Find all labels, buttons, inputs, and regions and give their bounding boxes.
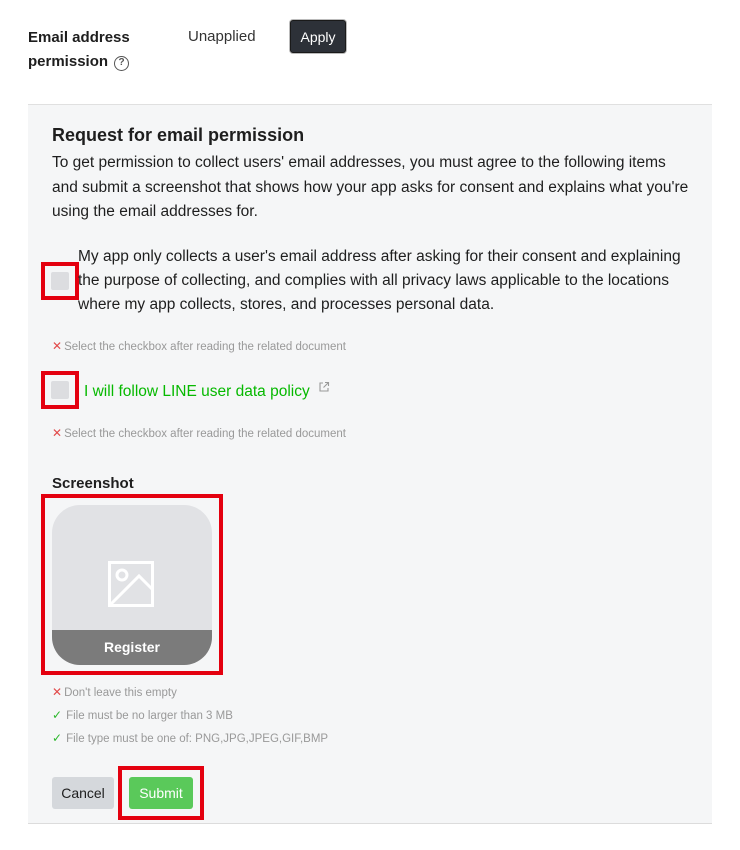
upload-rule-size: [52, 708, 233, 722]
consent-error: [52, 339, 346, 353]
upload-rule-text: Don't leave this empty: [64, 687, 177, 699]
upload-rule-text: File type must be one of: PNG,JPG,JPEG,GIF,BMP: [66, 733, 329, 745]
panel-title: Request for email permission: [52, 125, 305, 145]
error-x-icon: ✕: [52, 339, 63, 353]
consent-checkbox[interactable]: [51, 272, 69, 290]
screenshot-upload[interactable]: [52, 505, 212, 665]
consent-text: My app only collects a user's email address after asking for their consent and explaining the purpose of collecting, and complies with all privacy laws applicable to the locations where my app collects, stores, and processes personal data.: [78, 248, 681, 313]
upload-rule-type: [52, 731, 328, 745]
error-x-icon: ✕: [52, 685, 63, 699]
external-link-icon[interactable]: [318, 381, 330, 396]
screenshot-label: Screenshot: [52, 475, 134, 492]
request-panel: [28, 104, 712, 824]
upload-rule-empty: [52, 685, 177, 699]
policy-checkbox[interactable]: [51, 381, 69, 399]
cancel-button[interactable]: Cancel: [52, 777, 114, 809]
policy-error: [52, 426, 346, 440]
email-permission-label-line2: permission: [28, 53, 109, 70]
check-icon: ✓: [52, 731, 63, 745]
apply-button[interactable]: Apply: [290, 20, 346, 53]
email-permission-label: [28, 26, 130, 74]
email-permission-row: [28, 20, 712, 80]
check-icon: ✓: [52, 708, 63, 722]
register-button[interactable]: Register: [52, 630, 212, 665]
policy-link[interactable]: [84, 381, 330, 401]
submit-button[interactable]: Submit: [129, 777, 193, 809]
error-x-icon: ✕: [52, 426, 63, 440]
question-circle-icon[interactable]: ?: [114, 56, 129, 71]
policy-link-text[interactable]: I will follow LINE user data policy: [84, 383, 310, 400]
permission-status: Unapplied: [188, 28, 256, 45]
image-icon: [108, 561, 154, 607]
consent-error-text: Select the checkbox after reading the related document: [64, 341, 346, 353]
policy-error-text: Select the checkbox after reading the related document: [64, 428, 346, 440]
panel-description: To get permission to collect users' email addresses, you must agree to the following items and submit a screenshot that shows how your app asks for consent and explains what you're using the email addresses for.: [52, 154, 689, 220]
upload-rule-text: File must be no larger than 3 MB: [66, 710, 233, 722]
email-permission-label-line1: Email address: [28, 29, 130, 46]
